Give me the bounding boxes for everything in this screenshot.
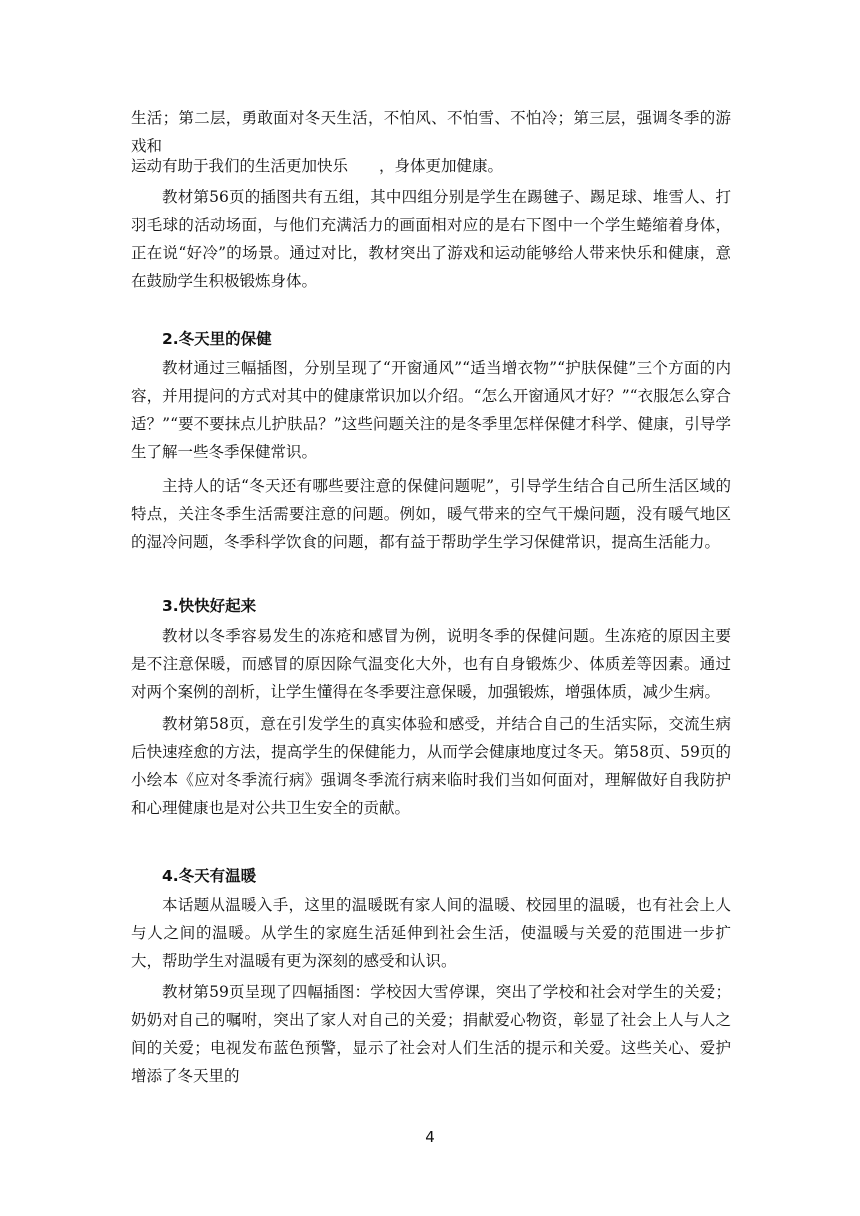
page-number: 4 (425, 1128, 435, 1146)
paragraph-baojian-2: 主持人的话“冬天还有哪些要注意的保健问题呢”，引导学生结合自己所生活区域的特点，关注冬季生活需要注意的问题。例如，暖气带来的空气干燥问题，没有暖气地区的湿冷问题，冬季科学饮食的问题，都有益于帮助学生学习保健常识，提高生活能力。 (131, 477, 731, 551)
paragraph-wen-1: 本话题从温暖入手，这里的温暖既有家人间的温暖、校园里的温暖，也有社会上人与人之间的温暖。从学生的家庭生活延伸到社会生活，使温暖与关爱的范围进一步扩大，帮助学生对温暖有更为深刻的感受和认识。 (131, 896, 731, 970)
paragraph-wen-2: 教材第59页呈现了四幅插图：学校因大雪停课，突出了学校和社会对学生的关爱；奶奶对自己的嘱咐，突出了家人对自己的关爱；捐献爱心物资，彰显了社会上人与人之间的关爱；电视发布蓝色预警，显示了社会对人们生活的提示和关爱。这些关心、爱护增添了冬天里的 (131, 983, 731, 1085)
section-heading-3: 3.快快好起来 (162, 597, 257, 615)
paragraph-continued-line-2: 运动有助于我们的生活更加快乐 ，身体更加健康。 (131, 157, 504, 175)
paragraph-page-56: 教材第56页的插图共有五组，其中四组分别是学生在踢毽子、踢足球、堆雪人、打羽毛球的活动场面，与他们充满活力的画面相对应的是右下图中一个学生蜷缩着身体，正在说“好冷”的场景。通过对比，教材突出了游戏和运动能够给人带来快乐和健康，意在鼓励学生积极锻炼身体。 (131, 188, 731, 290)
section-heading-2: 2.冬天里的保健 (162, 330, 272, 348)
paragraph-kuai-1: 教材以冬季容易发生的冻疮和感冒为例，说明冬季的保健问题。生冻疮的原因主要是不注意保暖，而感冒的原因除气温变化大外，也有自身锻炼少、体质差等因素。通过对两个案例的剖析，让学生懂得在冬季要注意保暖，加强锻炼，增强体质，减少生病。 (131, 627, 731, 701)
paragraph-continued-line-1: 生活；第二层，勇敢面对冬天生活，不怕风、不怕雪、不怕冷；第三层，强调冬季的游戏和 (131, 109, 731, 155)
paragraph-baojian-1: 教材通过三幅插图，分别呈现了“开窗通风”“适当增衣物”“护肤保健”三个方面的内容，并用提问的方式对其中的健康常识加以介绍。“怎么开窗通风才好？”“衣服怎么穿合适？”“要不要抹点儿护肤品？”这些问题关注的是冬季里怎样保健才科学、健康，引导学生了解一些冬季保健常识。 (131, 359, 731, 461)
section-heading-4: 4.冬天有温暖 (162, 867, 257, 885)
paragraph-kuai-2: 教材第58页，意在引发学生的真实体验和感受，并结合自己的生活实际，交流生病后快速痊愈的方法，提高学生的保健能力，从而学会健康地度过冬天。第58页、59页的小绘本《应对冬季流行病》强调冬季流行病来临时我们当如何面对，理解做好自我防护和心理健康也是对公共卫生安全的贡献。 (131, 715, 731, 817)
